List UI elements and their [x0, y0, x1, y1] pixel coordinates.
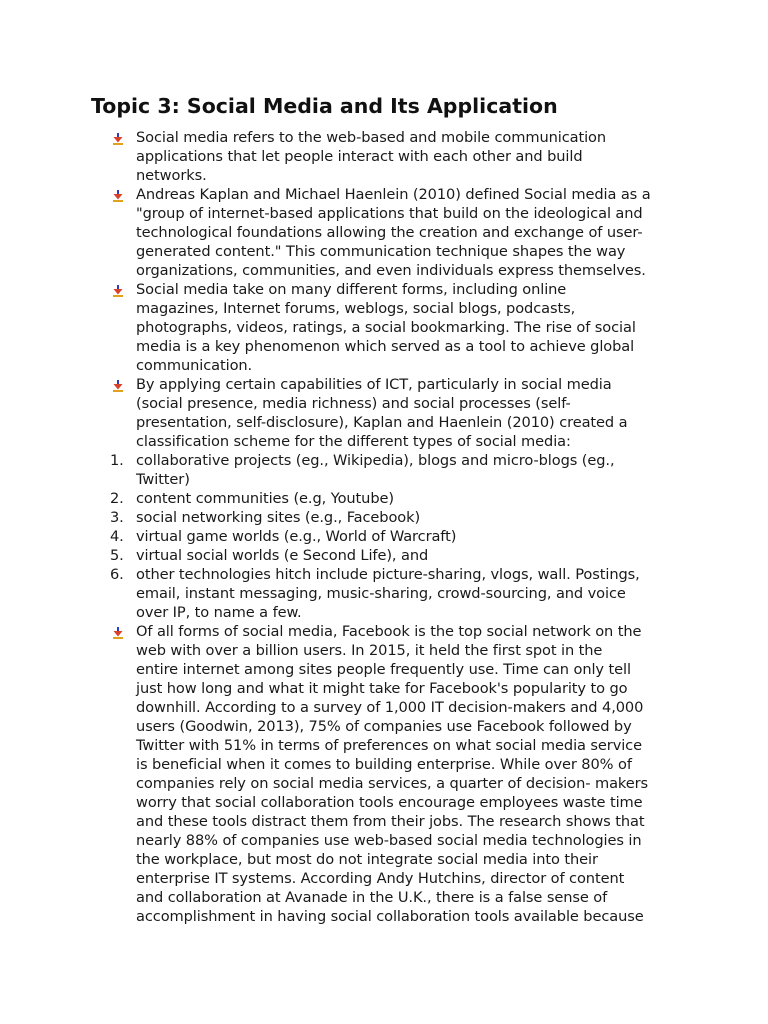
text-line: email, instant messaging, music-sharing, crowd-sourcing, and voice	[136, 585, 626, 602]
arrow-down-bullet-icon	[112, 190, 124, 202]
numbered-item	[110, 508, 681, 527]
arrow-down-bullet-icon	[112, 285, 124, 297]
text-line: classification scheme for the different types of social media:	[136, 433, 571, 450]
text-line: networks.	[136, 167, 207, 184]
text-line: content communities (e.g, Youtube)	[136, 490, 394, 507]
text-line: Andreas Kaplan and Michael Haenlein (2010) defined Social media as a	[136, 186, 651, 203]
bullet-item	[136, 622, 681, 926]
page-title: Topic 3: Social Media and Its Application	[91, 94, 558, 118]
text-line: other technologies hitch include picture-sharing, vlogs, wall. Postings,	[136, 566, 640, 583]
arrow-down-bullet-icon	[112, 380, 124, 392]
list-number: 1.	[110, 452, 124, 469]
text-line: is beneficial when it comes to building enterprise. While over 80% of	[136, 756, 632, 773]
text-line: Social media take on many different forms, including online	[136, 281, 567, 298]
text-line: nearly 88% of companies use web-based social media technologies in	[136, 832, 642, 849]
text-line: Social media refers to the web-based and mobile communication	[136, 129, 607, 146]
arrow-down-bullet-icon	[112, 133, 124, 145]
text-line: collaborative projects (eg., Wikipedia), blogs and micro-blogs (eg.,	[136, 452, 615, 469]
text-line: Twitter with 51% in terms of preferences on what social media service	[136, 737, 642, 754]
text-line: organizations, communities, and even individuals express themselves.	[136, 262, 646, 279]
text-line: web with over a billion users. In 2015, it held the first spot in the	[136, 642, 603, 659]
document-body	[110, 128, 681, 926]
numbered-item	[110, 527, 681, 546]
text-line: and collaboration at Avanade in the U.K., there is a false sense of	[136, 889, 608, 906]
list-number: 4.	[110, 528, 124, 545]
numbered-item	[110, 546, 681, 565]
text-line: over IP, to name a few.	[136, 604, 302, 621]
text-line: social networking sites (e.g., Facebook)	[136, 509, 421, 526]
text-line: the workplace, but most do not integrate social media into their	[136, 851, 598, 868]
text-line: applications that let people interact with each other and build	[136, 148, 583, 165]
list-number: 5.	[110, 547, 124, 564]
list-number: 3.	[110, 509, 124, 526]
text-line: media is a key phenomenon which served as a tool to achieve global	[136, 338, 635, 355]
list-number: 2.	[110, 490, 124, 507]
text-line: virtual game worlds (e.g., World of Warcraft)	[136, 528, 457, 545]
text-line: "group of internet-based applications that build on the ideological and	[136, 205, 643, 222]
text-line: photographs, videos, ratings, a social bookmarking. The rise of social	[136, 319, 636, 336]
text-line: and these tools distract them from their jobs. The research shows that	[136, 813, 645, 830]
text-line: communication.	[136, 357, 253, 374]
text-line: technological foundations allowing the creation and exchange of user-	[136, 224, 643, 241]
text-line: Of all forms of social media, Facebook is the top social network on the	[136, 623, 642, 640]
numbered-item	[110, 489, 681, 508]
text-line: accomplishment in having social collaboration tools available because	[136, 908, 644, 925]
text-line: companies rely on social media services, a quarter of decision- makers	[136, 775, 649, 792]
numbered-item	[110, 565, 681, 622]
text-line: magazines, Internet forums, weblogs, social blogs, podcasts,	[136, 300, 576, 317]
text-line: virtual social worlds (e Second Life), and	[136, 547, 429, 564]
text-line: just how long and what it might take for Facebook's popularity to go	[136, 680, 628, 697]
text-line: presentation, self-disclosure), Kaplan and Haenlein (2010) created a	[136, 414, 628, 431]
numbered-item	[110, 451, 681, 489]
text-line: (social presence, media richness) and social processes (self-	[136, 395, 571, 412]
text-line: downhill. According to a survey of 1,000 IT decision-makers and 4,000	[136, 699, 644, 716]
text-line: entire internet among sites people frequently use. Time can only tell	[136, 661, 631, 678]
text-line: generated content." This communication technique shapes the way	[136, 243, 626, 260]
list-number: 6.	[110, 566, 124, 583]
bullet-item	[136, 375, 681, 451]
bullet-item	[136, 185, 681, 280]
text-line: worry that social collaboration tools encourage employees waste time	[136, 794, 643, 811]
text-line: Twitter)	[136, 471, 190, 488]
bullet-item	[136, 280, 681, 375]
text-line: By applying certain capabilities of ICT, particularly in social media	[136, 376, 612, 393]
text-line: users (Goodwin, 2013), 75% of companies use Facebook followed by	[136, 718, 632, 735]
bullet-item	[136, 128, 681, 185]
text-line: enterprise IT systems. According Andy Hutchins, director of content	[136, 870, 625, 887]
arrow-down-bullet-icon	[112, 627, 124, 639]
